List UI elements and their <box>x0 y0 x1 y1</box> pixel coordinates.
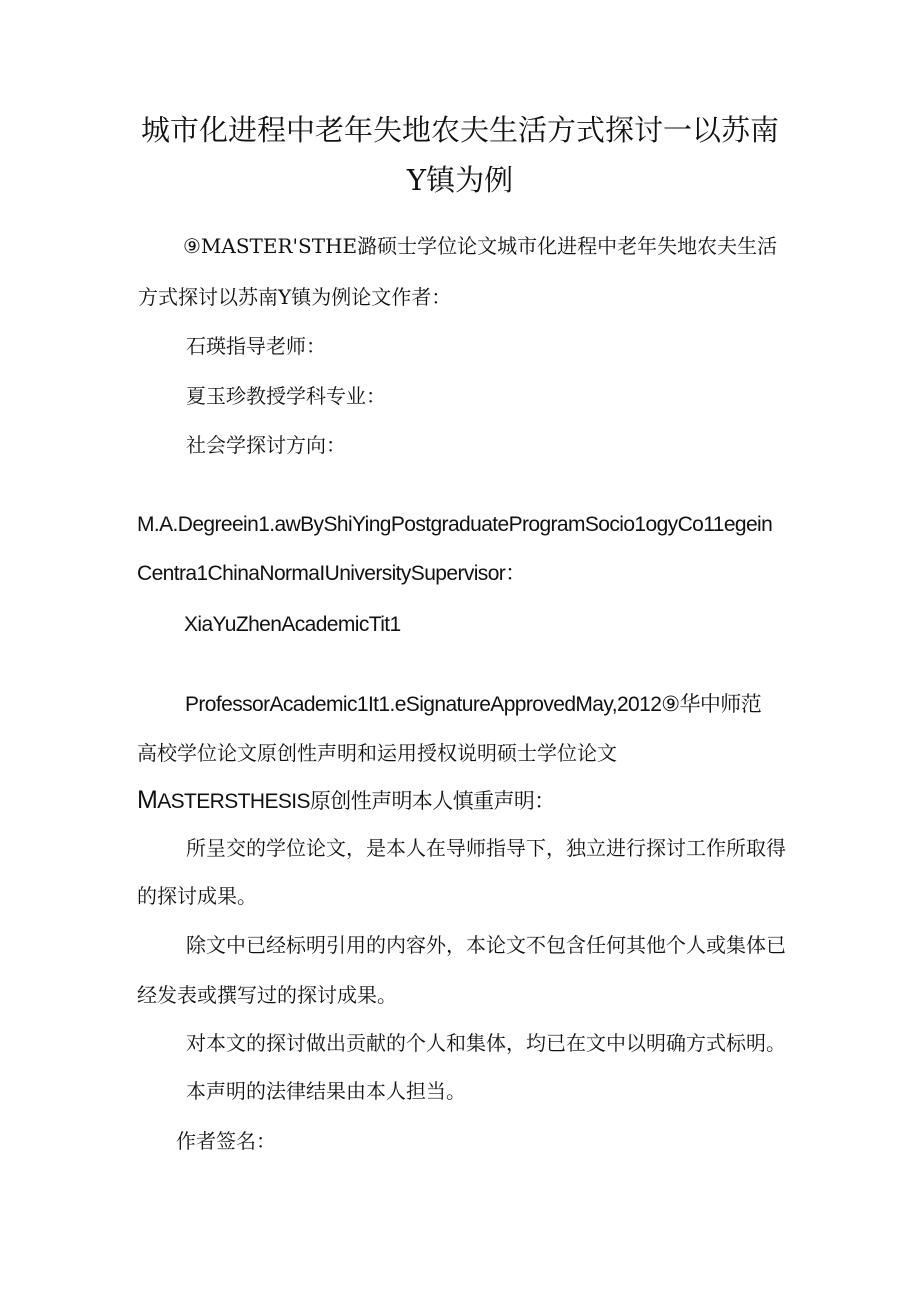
major-line: 社会学探讨方向： <box>186 433 346 457</box>
para-1-line-1: 所呈交的学位论文，是本人在导师指导下，独立进行探讨工作所取得 <box>186 836 786 860</box>
para-3: 对本文的探讨做出贡献的个人和集体，均已在文中以明确方式标明。 <box>186 1031 786 1055</box>
declaration-intro-1: 高校学位论文原创性声明和运用授权说明硕士学位论文 <box>137 741 617 765</box>
meta-line-2: 方式探讨以苏南Y镇为例论文作者： <box>138 285 452 309</box>
declaration-intro-2 <box>137 788 555 813</box>
title-line-1: 城市化进程中老年失地农夫生活方式探讨一以苏南 <box>140 113 779 147</box>
english-line-2: Centra1ChinaNormaIUniversitySupervisor： <box>137 562 526 585</box>
title-line-2: Y镇为例 <box>406 163 514 197</box>
para-2-line-1: 除文中已经标明引用的内容外，本论文不包含任何其他个人或集体已 <box>186 933 786 957</box>
english-line-3: XiaYuZhenAcademicTit1 <box>184 613 401 636</box>
supervisor-line: 夏玉珍教授学科专业： <box>186 384 386 408</box>
para-4: 本声明的法律结果由本人担当。 <box>186 1079 466 1103</box>
signature-label: 作者签名： <box>176 1129 276 1153</box>
english-line-4: ProfessorAcademic1It1.eSignatureApprovedMay,2012⑨华中师范 <box>185 693 762 716</box>
para-1-line-2: 的探讨成果。 <box>137 884 257 908</box>
para-2-line-2: 经发表或撰写过的探讨成果。 <box>137 983 397 1007</box>
declaration-intro-2-prefix: M <box>137 786 158 814</box>
author-line: 石瑛指导老师： <box>186 334 326 358</box>
meta-line-1: ⑨MASTER'STHE潞硕士学位论文城市化进程中老年失地农夫生活 <box>183 234 778 258</box>
english-line-1: M.A.Degreein1.awByShiYingPostgraduateProgramSocio1ogyCo11egein <box>137 513 773 536</box>
declaration-intro-2-rest: ASTERSTHESIS原创性声明本人慎重声明： <box>157 790 555 813</box>
